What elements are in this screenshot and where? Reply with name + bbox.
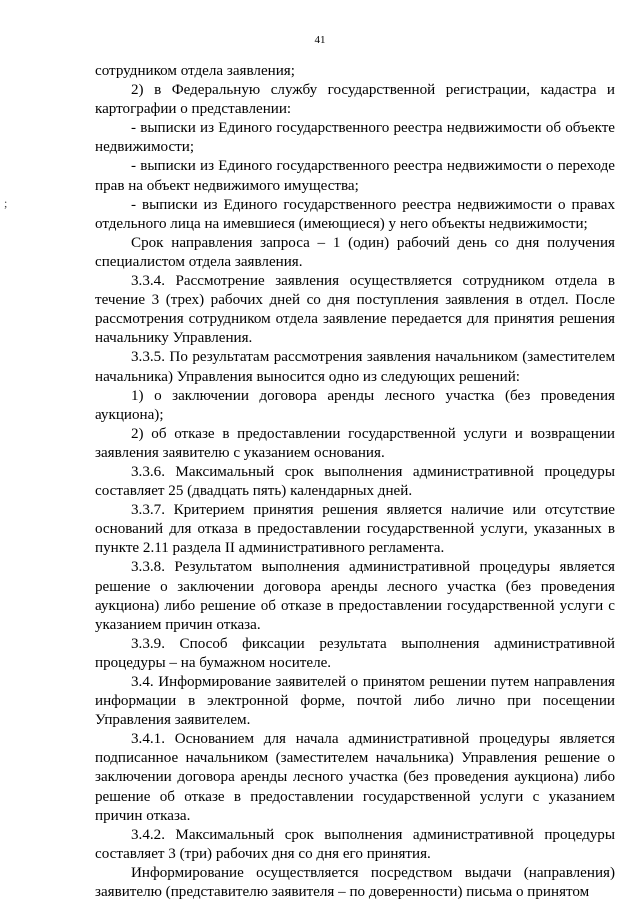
- paragraph: 2) об отказе в предоставлении государственной услуги и возвращении заявления заявителю с указанием основания.: [95, 425, 615, 461]
- paragraph: 3.4.2. Максимальный срок выполнения административной процедуры составляет 3 (три) рабочих дня со дня его принятия.: [95, 826, 615, 862]
- paragraph: 3.3.6. Максимальный срок выполнения административной процедуры составляет 25 (двадцать пять) календарных дней.: [95, 463, 615, 500]
- paragraph: 2) в Федеральную службу государственной регистрации, кадастра и картографии о представлении:: [95, 82, 615, 118]
- paragraph: 3.3.5. По результатам рассмотрения заявления начальником (заместителем начальника) Управления выносится одно из следующих решений:: [95, 349, 615, 385]
- paragraph: 3.4.1. Основанием для начала административной процедуры является подписанное начальником (заместителем начальника) Управления решение о заключении договора аренды лесного участка (без проведения аукциона) либо решение об отказе в предоставлении государственной услуги с указанием причин отказа.: [95, 731, 615, 824]
- page-number: 41: [314, 34, 326, 46]
- paragraph: 3.4. Информирование заявителей о принятом решении путем направления информации в электронной форме, почтой либо лично при посещении Управления заявителем.: [95, 674, 615, 729]
- paragraph: 1) о заключении договора аренды лесного участка (без проведения аукциона);: [95, 387, 615, 423]
- paragraph: 3.3.7. Критерием принятия решения является наличие или отсутствие оснований для отказа в предоставлении государственной услуги, указанных в пункте 2.11 раздела II административного регламента.: [95, 502, 615, 557]
- paragraph: - выписки из Единого государственного реестра недвижимости об объекте недвижимости;: [95, 120, 615, 156]
- paragraph: 3.3.4. Рассмотрение заявления осуществляется сотрудником отдела в течение 3 (трех) рабочих дней со дня поступления заявления в отдел. После рассмотрения сотрудником отдела заявление передается для принятия решения начальнику Управления.: [95, 273, 615, 347]
- paragraph: - выписки из Единого государственного реестра недвижимости о переходе прав на объект недвижимого имущества;: [95, 158, 615, 194]
- margin-mark: ;: [4, 196, 8, 210]
- paragraph: - выписки из Единого государственного реестра недвижимости о правах отдельного лица на имевшиеся (имеющиеся) у него объекты недвижимости;: [95, 196, 615, 232]
- paragraph: 3.3.8. Результатом выполнения административной процедуры является решение о заключении договора аренды лесного участка (без проведения аукциона) либо решение об отказе в предоставлении государственной услуги с указанием причин отказа.: [95, 559, 615, 633]
- paragraph: 3.3.9. Способ фиксации результата выполнения административной процедуры – на бумажном носителе.: [95, 635, 615, 671]
- paragraph: сотрудником отдела заявления;: [95, 63, 295, 79]
- paragraph: Срок направления запроса – 1 (один) рабочий день со дня получения специалистом отдела заявления.: [95, 234, 615, 270]
- paragraph: Информирование осуществляется посредством выдачи (направления) заявителю (представителю заявителя – по доверенности) письма о принятом: [95, 864, 615, 901]
- document-body: [95, 62, 615, 902]
